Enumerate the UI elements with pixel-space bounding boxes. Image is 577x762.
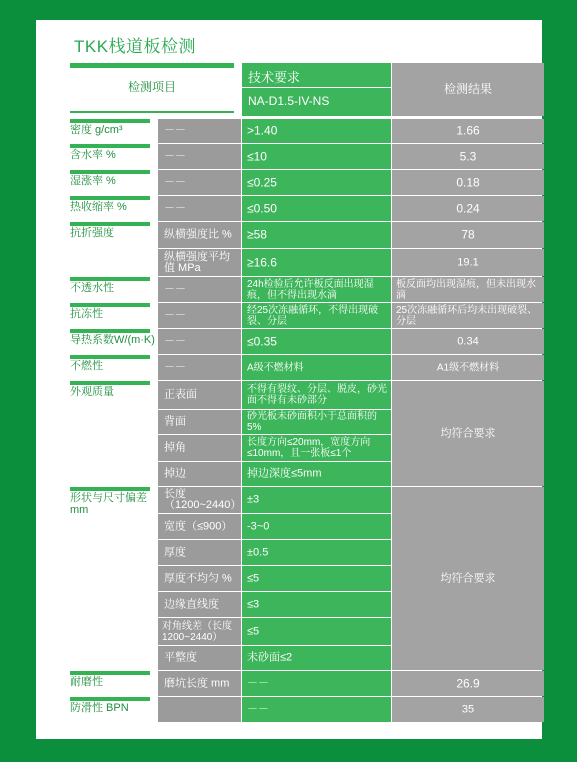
appearance-result-cell <box>392 381 544 486</box>
row-sub: 长度（1200~2440） <box>164 488 242 511</box>
row-label-cell <box>70 249 150 276</box>
table-row <box>70 697 548 722</box>
header-accent-bar <box>70 63 234 68</box>
row-req: ±3 <box>247 493 260 506</box>
row-sub-cell <box>158 196 241 221</box>
row-sub-cell <box>158 170 241 195</box>
row-req: ≤0.25 <box>247 175 277 189</box>
row-label-cell <box>70 277 150 302</box>
row-res-cell <box>392 249 544 276</box>
row-res-cell <box>392 119 544 143</box>
row-res: 19.1 <box>457 256 479 268</box>
row-req: 砂光板未砂面积小于总面积的5% <box>247 411 377 433</box>
row-sub: 厚度不均匀 % <box>164 572 232 584</box>
row-req-cell <box>242 671 391 696</box>
row-sub: －－ <box>164 124 186 137</box>
row-label-cell <box>70 355 150 380</box>
table-row <box>70 277 548 302</box>
row-req: ≤3 <box>247 598 260 610</box>
row-label-cell <box>70 170 150 195</box>
row-sub-cell <box>158 566 241 591</box>
row-sub-cell <box>158 381 241 409</box>
row-sub-cell <box>158 671 241 696</box>
row-label-cell <box>70 144 150 169</box>
row-req-cell <box>242 566 391 591</box>
row-req: ≤0.35 <box>247 334 277 348</box>
table-row <box>70 671 548 696</box>
row-sub: 对角线差（长度1200~2440） <box>162 620 232 643</box>
row-sub-cell <box>158 487 241 513</box>
table-row <box>70 355 548 380</box>
dimensions-result: 均符合要求 <box>440 572 496 584</box>
row-req: >1.40 <box>247 123 278 138</box>
row-req: 掉边深度≤5mm <box>247 467 322 480</box>
row-res-cell <box>392 671 544 696</box>
row-label: 密度 g/cm³ <box>70 124 123 136</box>
row-label: 不燃性 <box>70 360 103 372</box>
header-underline <box>70 111 234 113</box>
row-req-cell <box>242 618 391 645</box>
row-req-cell <box>242 196 391 221</box>
row-req: ≤0.50 <box>247 201 277 215</box>
row-req: ≤10 <box>247 149 267 163</box>
table-row <box>70 329 548 354</box>
dimensions-result-cell <box>392 487 544 670</box>
row-sub: 边缘直线度 <box>164 598 219 610</box>
row-sub: 纵横强度比 % <box>164 228 232 241</box>
row-req: ≤5 <box>247 625 260 637</box>
row-req-cell <box>242 697 391 722</box>
row-sub-cell <box>158 618 241 645</box>
row-sub-cell <box>158 119 241 143</box>
row-sub: －－ <box>164 335 186 347</box>
row-req: A级不燃材料 <box>247 362 304 373</box>
row-res: 0.34 <box>457 335 479 347</box>
row-sub-cell <box>158 592 241 617</box>
row-sub-cell <box>158 222 241 248</box>
row-req: ≥58 <box>247 227 267 242</box>
row-sub: －－ <box>164 150 186 162</box>
header-requirement: 技术要求 <box>248 70 301 85</box>
row-sub: 纵横强度平均值 MPa <box>164 250 230 274</box>
row-res: A1级不燃材料 <box>436 362 500 373</box>
row-res: 板反面均出现湿痕，但未出现水滴 <box>396 278 536 301</box>
row-req: －－ <box>247 703 269 715</box>
row-res: 0.24 <box>456 201 480 215</box>
header-code: NA-D1.5-IV-NS <box>248 94 330 108</box>
row-req-cell <box>242 355 391 380</box>
row-label: 形状与尺寸偏差mm <box>70 492 147 516</box>
row-res-cell <box>392 355 544 380</box>
row-res-cell <box>392 196 544 221</box>
row-req: 长度方向≤20mm，宽度方向≤10mm，且一张板≤1个 <box>247 437 371 459</box>
row-req-cell <box>242 462 391 486</box>
row-req: 24h检验后允许板反面出现湿痕，但不得出现水滴 <box>247 278 374 301</box>
row-req-cell <box>242 540 391 565</box>
row-req: ±0.5 <box>247 546 269 558</box>
row-req: 经25次冻融循环，不得出现破裂、分层 <box>247 304 379 327</box>
row-label-cell <box>70 303 150 328</box>
row-label-cell <box>70 671 150 696</box>
row-res-cell <box>392 144 544 169</box>
row-label: 抗折强度 <box>70 227 114 239</box>
row-req-cell <box>242 170 391 195</box>
header-item-cell <box>70 63 234 116</box>
row-res: 1.66 <box>456 123 480 138</box>
row-res-cell <box>392 170 544 195</box>
row-label-cell <box>70 196 150 221</box>
row-sub: 宽度（≤900） <box>164 520 233 532</box>
table-row <box>70 119 548 143</box>
row-sub-cell <box>158 329 241 354</box>
row-label-cell <box>70 697 150 722</box>
row-req-cell <box>242 119 391 143</box>
row-label-cell <box>70 487 150 516</box>
page-title: TKK栈道板检测 <box>74 37 197 56</box>
table-row <box>70 144 548 169</box>
row-sub-cell <box>158 410 241 434</box>
row-sub-cell <box>158 249 241 276</box>
row-res: 26.9 <box>456 676 480 690</box>
row-sub: －－ <box>164 176 186 188</box>
row-sub: 正表面 <box>164 388 197 401</box>
header-divider <box>242 87 391 88</box>
row-label: 导热系数W/(m·K) <box>70 334 155 346</box>
row-sub: 平整度 <box>164 651 197 664</box>
row-label: 含水率 % <box>70 149 116 161</box>
row-sub-cell <box>158 303 241 328</box>
row-label: 防滑性 BPN <box>70 702 129 714</box>
row-sub-cell <box>158 514 241 539</box>
row-label-cell <box>70 119 150 143</box>
row-label: 外观质量 <box>70 386 114 398</box>
row-label: 湿涨率 % <box>70 175 116 187</box>
row-sub-cell <box>158 435 241 461</box>
row-res: 25次冻融循环后均未出现破裂、分层 <box>396 304 538 327</box>
row-sub-cell <box>158 646 241 670</box>
table-row <box>70 170 548 195</box>
row-res-cell <box>392 329 544 354</box>
row-label-cell <box>70 381 150 409</box>
row-sub: 厚度 <box>164 546 186 558</box>
row-req-cell <box>242 144 391 169</box>
row-sub: －－ <box>164 361 186 373</box>
row-req-cell <box>242 487 391 513</box>
row-req-cell <box>242 277 391 302</box>
row-req-cell <box>242 514 391 539</box>
row-sub: －－ <box>164 309 186 321</box>
table-row <box>70 303 548 328</box>
row-res-cell <box>392 303 544 328</box>
row-req-cell <box>242 329 391 354</box>
row-sub-cell <box>158 462 241 486</box>
table-row <box>70 249 548 276</box>
row-req-cell <box>242 249 391 276</box>
header-item: 检测项目 <box>127 80 176 94</box>
page-sheet <box>36 20 542 739</box>
table-row <box>70 196 548 221</box>
row-sub: 掉角 <box>164 441 186 454</box>
table-row <box>70 222 548 248</box>
row-res: 78 <box>461 227 475 242</box>
row-res-cell <box>392 277 544 302</box>
row-sub-cell <box>158 144 241 169</box>
row-sub-cell <box>158 277 241 302</box>
row-sub-cell <box>158 355 241 380</box>
row-label: 热收缩率 % <box>70 201 127 213</box>
row-label: 抗冻性 <box>70 308 103 320</box>
row-res: 0.18 <box>456 175 480 189</box>
row-sub: 磨坑长度 mm <box>164 677 230 689</box>
row-req-cell <box>242 646 391 670</box>
row-res-cell <box>392 222 544 248</box>
row-label-cell <box>70 329 155 354</box>
row-sub: －－ <box>164 283 186 295</box>
row-sub: －－ <box>164 202 186 214</box>
row-req: 未砂面≤2 <box>247 651 293 664</box>
row-req: －－ <box>247 677 269 689</box>
row-label: 耐磨性 <box>70 676 103 688</box>
row-res: 35 <box>461 703 475 715</box>
row-req: ≥16.6 <box>247 255 277 269</box>
row-req-cell <box>242 222 391 248</box>
row-req-cell <box>242 435 391 461</box>
row-sub: 背面 <box>164 415 186 428</box>
row-req-cell <box>242 592 391 617</box>
row-req: 不得有裂纹、分层、脱皮，砂光面不得有未砂部分 <box>247 384 387 406</box>
row-req: ≤5 <box>247 572 260 584</box>
row-sub: 掉边 <box>164 467 186 480</box>
row-req: -3~0 <box>247 520 270 532</box>
row-res: 5.3 <box>459 149 477 163</box>
row-req-cell <box>242 410 391 434</box>
row-res-cell <box>392 697 544 722</box>
appearance-result: 均符合要求 <box>440 427 496 439</box>
header-result-cell <box>392 63 544 116</box>
row-sub-cell <box>158 697 241 722</box>
header-requirement-cell <box>242 63 391 116</box>
row-req-cell <box>242 303 391 328</box>
row-sub-cell <box>158 540 241 565</box>
header-result: 检测结果 <box>443 82 492 96</box>
row-label-cell <box>70 222 150 248</box>
row-label: 不透水性 <box>70 282 114 294</box>
row-req-cell <box>242 381 391 409</box>
